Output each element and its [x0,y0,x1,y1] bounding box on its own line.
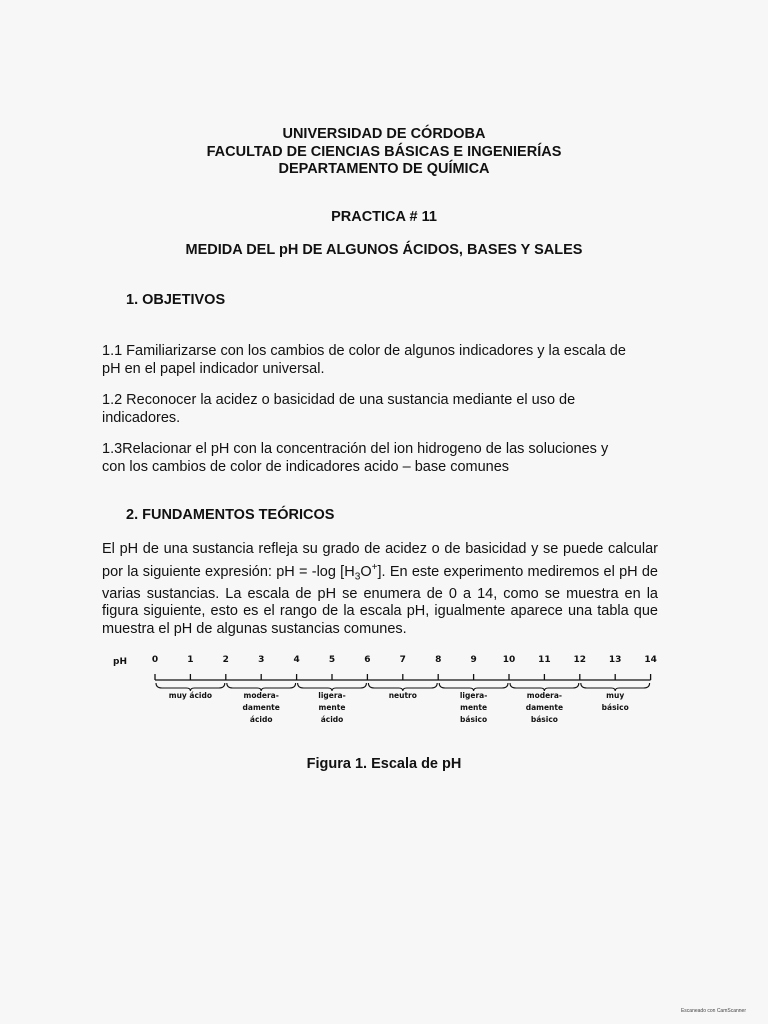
fundamentos-text-b: O [360,563,372,580]
ph-range-label-2-line3: ácido [249,715,273,724]
ph-scale-svg [105,648,665,748]
ph-range-label-5-line2: mente [460,703,488,712]
ph-range-bracket-4 [368,683,437,691]
ph-tick-label-11: 11 [538,655,551,665]
ph-range-label-3-line1: ligera- [318,691,346,700]
objective-1-2-line2: indicadores. [102,409,181,426]
objective-1-1-line1: 1.1 Familiarizarse con los cambios de color de algunos indicadores y la escala de [102,343,626,359]
objective-1-3-line2: con los cambios de color de indicadores acido – base comunes [102,458,510,475]
faculty-name: FACULTAD DE CIENCIAS BÁSICAS E INGENIERÍAS [206,143,562,160]
ph-tick-label-9: 9 [470,655,477,665]
ph-range-label-6-line1: modera- [526,691,563,700]
objective-1-3 [102,441,658,476]
objective-1-3-line1: 1.3Relacionar el pH con la concentración del ion hidrogeno de las soluciones y [102,441,609,457]
subscript-3: 3 [354,571,361,583]
ph-tick-label-4: 4 [293,655,300,665]
ph-tick-label-12: 12 [573,655,587,665]
section-objetivos-title: 1. OBJETIVOS [126,292,226,308]
ph-tick-label-5: 5 [328,655,336,665]
ph-tick-label-14: 14 [644,655,657,665]
university-name: UNIVERSIDAD DE CÓRDOBA [282,126,486,142]
ph-tick-label-0: 0 [151,655,159,665]
ph-tick-label-2: 2 [222,655,229,665]
fundamentos-paragraph [102,541,658,638]
ph-range-bracket-7 [581,683,650,691]
ph-range-label-3-line3: ácido [320,715,344,724]
practice-title: MEDIDA DEL pH DE ALGUNOS ÁCIDOS, BASES Y SALES [185,242,583,258]
ph-range-label-5-line1: ligera- [459,691,488,700]
objective-1-2-line1: 1.2 Reconocer la acidez o basicidad de una sustancia mediante el uso de [102,392,576,408]
ph-tick-label-8: 8 [435,655,442,665]
ph-range-label-7-line2: básico [601,703,629,712]
fundamentos-text-a: El pH de una sustancia refleja su grado de acidez o de basicidad y se puede calcular por la siguiente expresión: pH = -log [H [102,541,658,580]
ph-range-bracket-5 [439,683,508,691]
figure-caption: Figura 1. Escala de pH [306,756,462,772]
section-fundamentos-title: 2. FUNDAMENTOS TEÓRICOS [126,507,335,523]
ph-range-label-7-line1: muy [606,691,625,700]
ph-range-label-2-line1: modera- [243,691,279,700]
ph-tick-label-1: 1 [187,655,194,665]
ph-tick-label-7: 7 [399,655,406,665]
ph-scale-figure [105,648,665,748]
ph-range-label-1-line1: muy ácido [168,691,213,700]
department-name: DEPARTAMENTO DE QUÍMICA [278,161,490,177]
objective-1-1 [102,343,658,378]
ph-range-bracket-1 [156,683,225,691]
ph-range-label-5-line3: básico [460,715,488,724]
practice-number: PRACTICA # 11 [331,209,437,225]
ph-tick-label-6: 6 [364,655,371,665]
document-header [0,126,768,179]
fundamentos-text-c: ]. En este experimento mediremos el pH de varias sustancias. La escala de pH se enumera de 0 a 14, como se muestra en la figura siguiente, esto es el rango de la escala pH, igualmente aparece una tabla que muestra el pH de algunas sustancias comunes. [102,563,658,637]
ph-range-label-3-line2: mente [318,703,346,712]
objective-1-1-line2: pH en el papel indicador universal. [102,360,325,377]
ph-tick-label-10: 10 [502,655,516,665]
ph-range-label-6-line2: damente [525,703,564,712]
ph-tick-label-3: 3 [258,655,265,665]
ph-range-bracket-6 [510,683,579,691]
ph-range-bracket-3 [298,683,367,691]
ph-range-label-6-line3: básico [530,715,558,724]
ph-range-label-2-line2: damente [242,703,280,712]
ph-range-label-4-line1: neutro [388,691,417,700]
ph-axis-label: pH [113,657,127,667]
scanner-watermark: Escaneado con CamScanner [680,1008,746,1014]
ph-tick-label-13: 13 [608,655,622,665]
superscript-plus: + [371,561,378,573]
objective-1-2 [102,392,658,427]
ph-range-bracket-2 [227,683,296,691]
